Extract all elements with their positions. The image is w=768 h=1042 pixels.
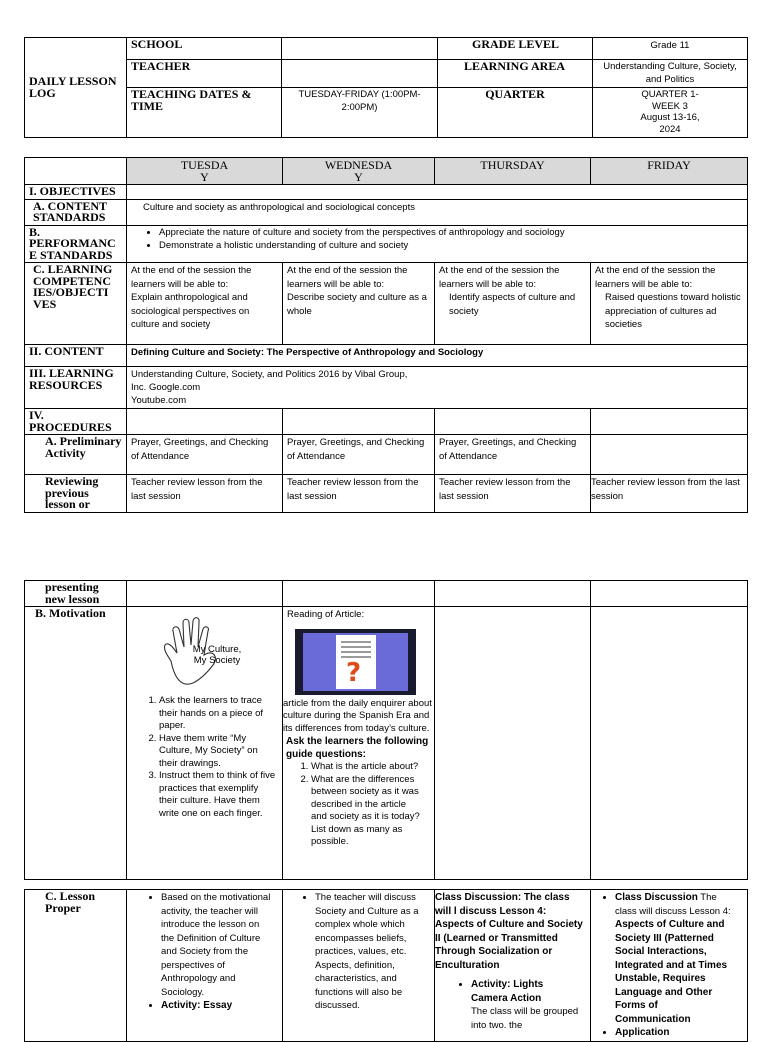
hand-drawing	[127, 609, 283, 691]
blank-corner	[25, 158, 127, 185]
hand-label	[177, 645, 257, 666]
lesson-proper-item: • The teacher will discuss Society and Culture as a complex whole which encompasses beliefs, practices, values, etc. Aspects, definition, characteristics, and functions will also be discussed.	[315, 891, 419, 1013]
motivation-friday	[591, 607, 748, 880]
daily-lesson-log-title: DAILY LESSON LOG	[25, 38, 127, 138]
procedures-friday	[591, 409, 748, 435]
resource-line: Understanding Culture, Society, and Politics 2016 by Vibal Group,	[131, 369, 408, 380]
teacher-value	[282, 60, 438, 88]
grade-level-label: GRADE LEVEL	[438, 38, 593, 60]
year-line: 2024	[659, 123, 681, 135]
reviewing-wednesday: Teacher review lesson from the last session	[283, 475, 435, 513]
preliminary-thursday: Prayer, Greetings, and Checking of Attendance	[435, 435, 591, 475]
lesson-proper-wednesday	[283, 890, 435, 1042]
article-image	[295, 629, 416, 695]
content-standards-value: Culture and society as anthropological and sociological concepts	[127, 199, 748, 225]
procedures-thursday	[435, 409, 591, 435]
performance-standard-item: • Demonstrate a holistic understanding of culture and society	[159, 239, 743, 253]
dates-value: TUESDAY-FRIDAY (1:00PM-2:00PM)	[282, 88, 438, 138]
motivation-step: 1. Ask the learners to trace their hands on a piece of paper.	[159, 695, 277, 733]
quarter-line: QUARTER 1-	[641, 89, 699, 100]
competency-intro: At the end of the session the learners will be able to:	[595, 265, 716, 290]
day-wednesday	[283, 158, 435, 185]
competency-intro: At the end of the session the learners will be able to:	[287, 265, 408, 290]
objectives-label: I. OBJECTIVES	[25, 185, 127, 200]
guide-questions-heading: Ask the learners the following guide questions:	[286, 736, 429, 760]
performance-standards-value	[127, 225, 748, 263]
day-friday: FRIDAY	[591, 158, 748, 185]
competency-thursday	[435, 263, 591, 345]
activity-text: The class will be grouped into two. the	[471, 1006, 579, 1031]
performance-standard-item: • Appreciate the nature of culture and society from the perspectives of anthropology and sociology	[159, 226, 743, 240]
learning-area-label: LEARNING AREA	[438, 60, 593, 88]
competency-text: Explain anthropological and sociological perspectives on culture and society	[131, 292, 250, 330]
presenting-tuesday	[127, 581, 283, 607]
article-paper-icon	[336, 635, 376, 689]
preliminary-tuesday: Prayer, Greetings, and Checking of Attendance	[127, 435, 283, 475]
lesson-proper-activity: • Activity: Essay	[161, 999, 271, 1013]
competency-intro: At the end of the session the learners will be able to:	[439, 265, 560, 290]
procedures-tuesday	[127, 409, 283, 435]
question-mark-icon: ?	[346, 657, 362, 688]
reviewing-friday: Teacher review lesson from the last session	[591, 475, 748, 513]
lesson-proper-item: • Based on the motivational activity, the teacher will introduce the lesson on the Definition of Culture and Society from the perspectives of Anthropology and Sociology.	[161, 891, 271, 999]
day-wednesday-line1: WEDNESDA	[324, 158, 393, 172]
reviewing-tuesday: Teacher review lesson from the last session	[127, 475, 283, 513]
school-value	[282, 38, 438, 60]
reviewing-label: Reviewing previous lesson or	[25, 475, 127, 513]
article-description: article from the daily enquirer about culture during the Spanish Era and its differences from today’s culture.	[283, 697, 432, 734]
motivation-wednesday	[283, 607, 435, 880]
content-standards-label: A. CONTENT STANDARDS	[25, 199, 127, 225]
article-frame	[303, 633, 408, 691]
presenting-wednesday	[283, 581, 435, 607]
guide-questions	[283, 761, 423, 849]
procedures-label: IV. PROCEDURES	[25, 409, 127, 435]
class-discussion-heading: Class Discussion: The class will l discuss Lesson 4: Aspects of Culture and Society II (Learned or Transmitted Through Socialization or Enculturation	[435, 892, 583, 971]
competency-tuesday	[127, 263, 283, 345]
day-tuesday-line1: TUESDA	[180, 158, 229, 172]
resource-line: Inc. Google.com	[131, 382, 201, 393]
learning-area-value: Understanding Culture, Society, and Politics	[593, 60, 748, 88]
day-tuesday-line2: Y	[200, 170, 209, 184]
guide-question: 2. What are the differences between society as it was described in the article and society as it is today? List down as many as possible.	[311, 774, 423, 849]
content-value: Defining Culture and Society: The Perspective of Anthropology and Sociology	[127, 345, 748, 367]
motivation-thursday	[435, 607, 591, 880]
lesson-proper-thursday	[435, 890, 591, 1042]
content-label: II. CONTENT	[25, 345, 127, 367]
resource-line: Youtube.com	[131, 395, 187, 406]
class-discussion-item	[615, 891, 735, 918]
hand-label-line2: My Society	[193, 654, 241, 666]
day-thursday: THURSDAY	[435, 158, 591, 185]
reviewing-thursday: Teacher review lesson from the last session	[435, 475, 591, 513]
lesson-proper-label: C. Lesson Proper	[25, 890, 127, 1042]
objectives-value	[127, 185, 748, 200]
motivation-label: B. Motivation	[25, 607, 127, 880]
grade-level-value: Grade 11	[593, 38, 748, 60]
preliminary-label: A. Preliminary Activity	[25, 435, 127, 475]
quarter-label: QUARTER	[438, 88, 593, 138]
motivation-step: 2. Have them write “My Culture, My Society” on their drawings.	[159, 733, 277, 771]
class-discussion-rest: The class will discuss Lesson 4:	[615, 892, 731, 917]
procedures-wednesday	[283, 409, 435, 435]
motivation-tuesday	[127, 607, 283, 880]
motivation-steps	[127, 695, 277, 820]
lesson-table-continued	[24, 580, 748, 880]
dates-label: TEACHING DATES & TIME	[127, 88, 282, 138]
performance-standards-label: B. PERFORMANC E STANDARDS	[25, 225, 127, 263]
dates-line: August 13-16,	[640, 112, 700, 123]
motivation-step: 3. Instruct them to think of five practices that exemplify their culture. Have them write one on each finger.	[159, 770, 277, 820]
application-item: • Application	[615, 1026, 743, 1040]
lesson-table-page3	[24, 889, 748, 1042]
week-line: WEEK 3	[652, 100, 688, 112]
preliminary-wednesday: Prayer, Greetings, and Checking of Attendance	[283, 435, 435, 475]
quarter-value	[593, 88, 748, 138]
competency-text: Identify aspects of culture and society	[449, 292, 576, 317]
lesson-proper-friday	[591, 890, 748, 1042]
presenting-friday	[591, 581, 748, 607]
school-label: SCHOOL	[127, 38, 282, 60]
lesson-title: Aspects of Culture and Society III (Patterned Social Interactions, Integrated and at Times Unstable, Requires Language and Other Forms of Communication	[615, 919, 728, 1025]
preliminary-friday	[591, 435, 748, 475]
guide-question: 1. What is the article about?	[311, 761, 423, 774]
activity-item: • Activity: Lights Camera Action	[471, 978, 581, 1005]
teacher-label: TEACHER	[127, 60, 282, 88]
class-discussion-bold: Class Discussion	[615, 892, 698, 903]
hand-label-line1: My Culture,	[192, 644, 242, 655]
presenting-label: presenting new lesson	[25, 581, 127, 607]
day-wednesday-line2: Y	[354, 170, 363, 184]
learning-resources-value	[127, 367, 748, 409]
presenting-thursday	[435, 581, 591, 607]
competency-friday	[591, 263, 748, 345]
reading-intro: Reading of Article:	[287, 609, 365, 620]
lesson-table	[24, 157, 748, 513]
competency-text: Raised questions toward holistic appreciation of cultures ad societies	[605, 292, 741, 330]
learning-resources-label: III. LEARNING RESOURCES	[25, 367, 127, 409]
lesson-proper-tuesday	[127, 890, 283, 1042]
header-table	[24, 37, 748, 138]
competency-wednesday	[283, 263, 435, 345]
competency-intro: At the end of the session the learners will be able to:	[131, 265, 252, 290]
learning-competencies-label: C. LEARNING COMPETENC IES/OBJECTI VES	[25, 263, 127, 345]
competency-text: Describe society and culture as a whole	[287, 292, 427, 317]
day-tuesday	[127, 158, 283, 185]
